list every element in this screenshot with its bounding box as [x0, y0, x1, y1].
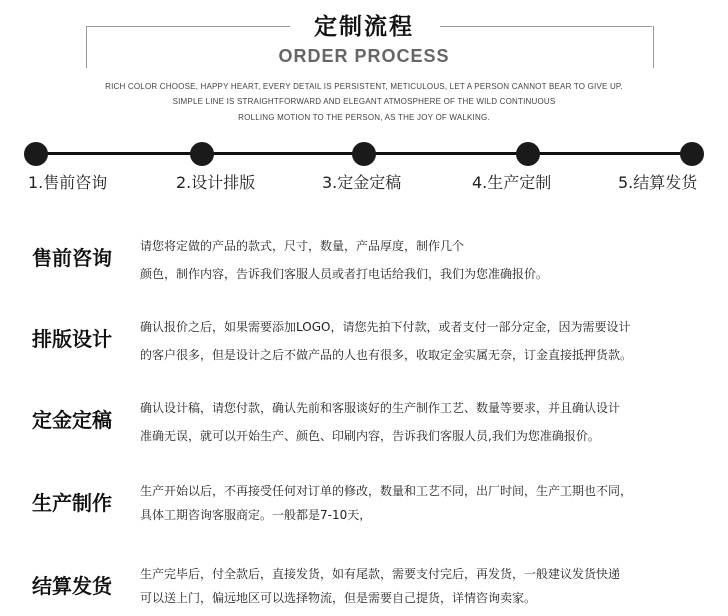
step-3-label: 3.定金定稿 — [322, 173, 402, 192]
step-2-label: 2.设计排版 — [176, 173, 256, 192]
section-line-1: 确认设计稿，请您付款，确认先前和客服谈好的生产制作工艺、数量等要求，并且确认设计 — [140, 401, 621, 415]
step-3-dot — [352, 142, 376, 166]
process-timeline — [0, 130, 728, 200]
step-5-label: 5.结算发货 — [618, 173, 698, 192]
header — [0, 0, 728, 130]
section-title: 生产制作 — [32, 491, 112, 515]
section-line-2: 可以送上门，偏远地区可以选择物流，但是需要自己提货，详情咨询卖家。 — [140, 591, 537, 605]
page-title: 定制流程 — [314, 14, 414, 40]
section-line-2: 具体工期咨询客服商定。一般都是7-10天， — [140, 508, 372, 522]
step-4-dot — [516, 142, 540, 166]
section-line-2: 颜色，制作内容，告诉我们客服人员或者打电话给我们，我们为您准确报价。 — [140, 267, 549, 281]
step-1-dot — [24, 142, 48, 166]
step-1-label: 1.售前咨询 — [28, 173, 108, 192]
step-2-dot — [190, 142, 214, 166]
tagline-line-3: ROLLING MOTION TO THE PERSON, AS THE JOY OF WALKING. — [238, 113, 490, 122]
tagline-line-1: RICH COLOR CHOOSE, HAPPY HEART, EVERY DETAIL IS PERSISTENT, METICULOUS, LET A PERSON CANNOT BEAR TO GIVE UP. — [105, 82, 623, 91]
section-line-2: 的客户很多，但是设计之后不做产品的人也有很多，收取定金实属无奈，订金直接抵押货款。 — [140, 348, 633, 362]
step-4-label: 4.生产定制 — [472, 173, 552, 192]
section-line-1: 确认报价之后，如果需要添加LOGO，请您先拍下付款，或者支付一部分定金，因为需要设计 — [140, 320, 631, 334]
section-line-1: 生产完毕后，付全款后，直接发货，如有尾款，需要支付完后，再发货，一般建议发货快递 — [140, 567, 621, 581]
page-subtitle: ORDER PROCESS — [278, 46, 450, 66]
section-line-1: 生产开始以后，不再接受任何对订单的修改，数量和工艺不同，出厂时间，生产工期也不同， — [140, 484, 633, 498]
section-line-2: 准确无误，就可以开始生产、颜色、印刷内容，告诉我们客服人员,我们为您准确报价。 — [140, 429, 600, 443]
tagline-line-2: SIMPLE LINE IS STRAIGHTFORWARD AND ELEGANT ATMOSPHERE OF THE WILD CONTINUOUS — [172, 97, 556, 106]
section-title: 结算发货 — [32, 574, 112, 598]
section-title: 售前咨询 — [32, 246, 112, 270]
step-5-dot — [680, 142, 704, 166]
section-title: 排版设计 — [32, 327, 112, 351]
section-line-1: 请您将定做的产品的款式，尺寸，数量，产品厚度，制作几个 — [140, 239, 465, 253]
section-title: 定金定稿 — [32, 408, 112, 432]
